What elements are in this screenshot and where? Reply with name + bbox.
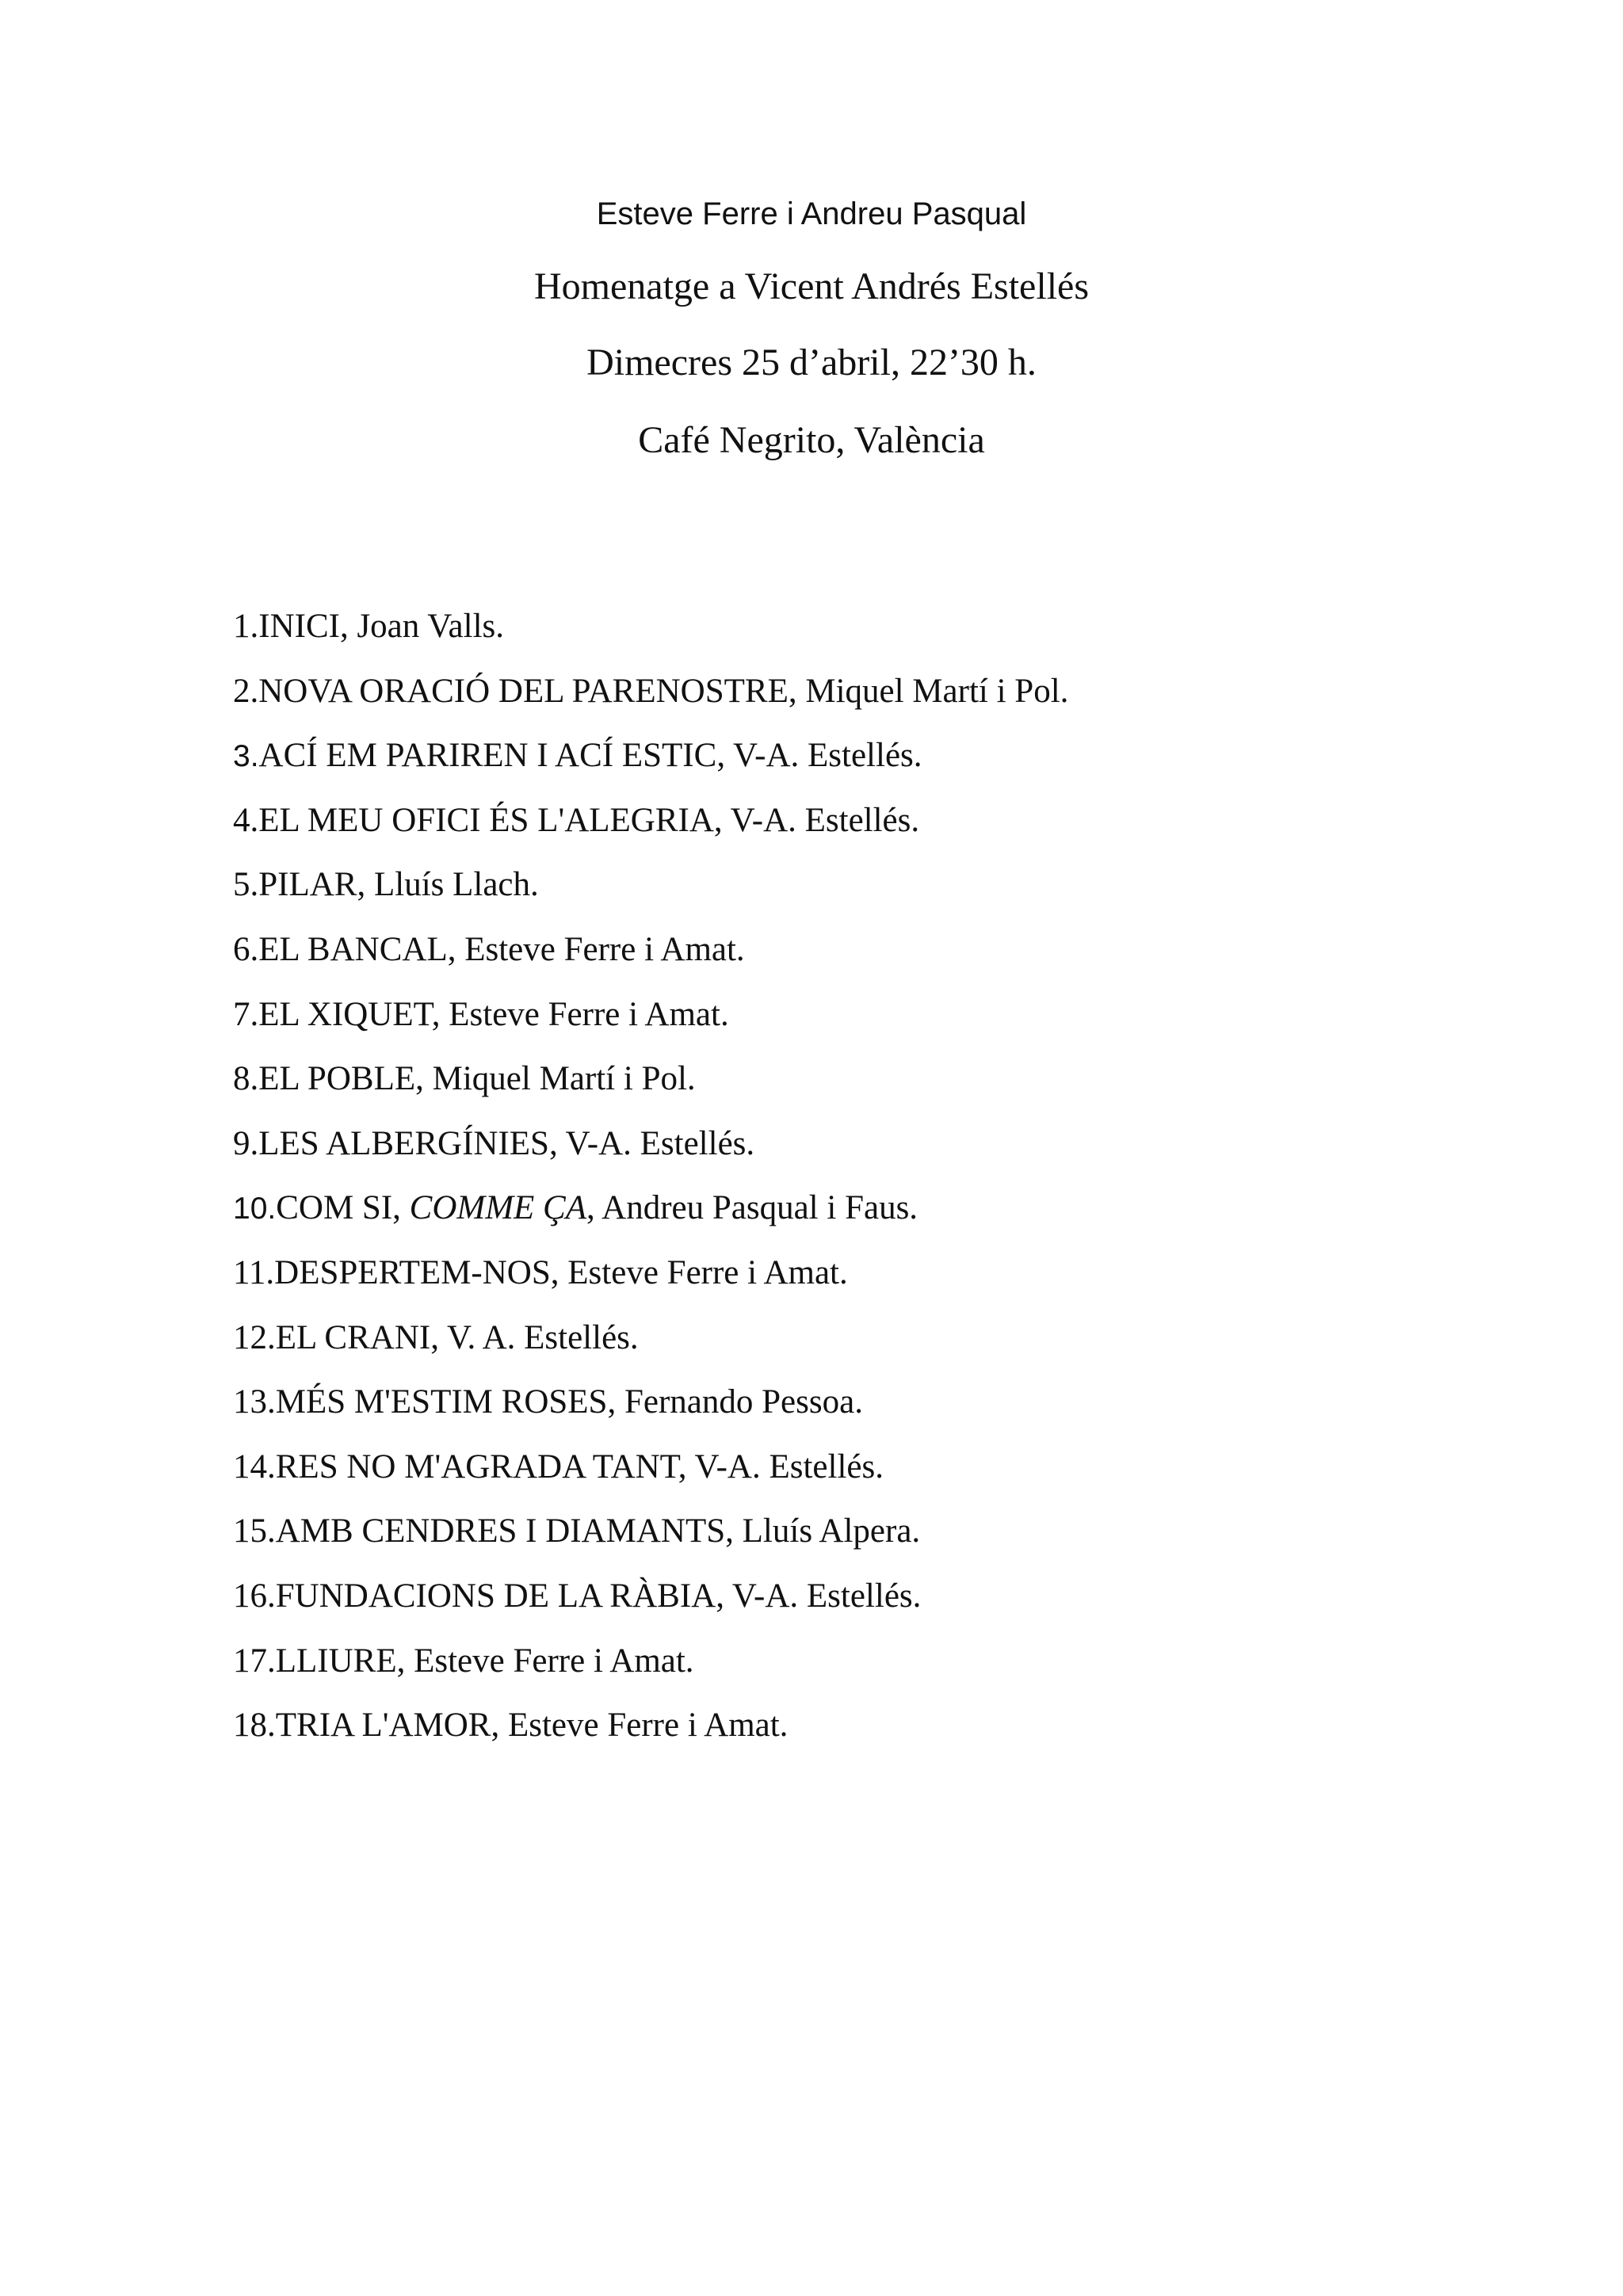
item-author: , V-A. Estellés.	[678, 1447, 884, 1486]
setlist-item	[233, 607, 1068, 672]
item-number: 3.	[233, 739, 259, 774]
item-number: 18.	[233, 1707, 276, 1745]
setlist-item	[233, 865, 1068, 930]
item-title: EL MEU OFICI ÉS L'ALEGRIA	[258, 801, 714, 839]
item-title: COM SI,	[276, 1189, 410, 1227]
item-title: EL BANCAL	[258, 930, 448, 968]
item-title: EL POBLE	[258, 1060, 416, 1098]
setlist-item	[233, 1188, 1068, 1253]
setlist-item	[233, 1577, 1068, 1642]
item-author: , Miquel Martí i Pol.	[788, 672, 1069, 710]
item-author: , V-A. Estellés.	[716, 737, 922, 775]
setlist-item	[233, 1383, 1068, 1447]
item-number: 10.	[233, 1192, 277, 1226]
setlist-item	[233, 1124, 1068, 1189]
item-number: 5.	[233, 866, 259, 904]
setlist-item	[233, 1447, 1068, 1512]
setlist-item	[233, 1642, 1068, 1707]
item-author: , V-A. Estellés.	[548, 1124, 755, 1162]
item-author: , Esteve Ferre i Amat.	[431, 995, 729, 1033]
item-number: 7.	[233, 995, 259, 1033]
item-title: TRIA L'AMOR	[275, 1707, 491, 1745]
item-author: , Lluís Alpera.	[725, 1512, 921, 1550]
item-number: 14.	[233, 1447, 276, 1486]
item-title: EL CRANI	[275, 1318, 431, 1356]
setlist-item	[233, 672, 1068, 737]
setlist-item	[233, 736, 1068, 801]
item-number: 12.	[233, 1318, 276, 1356]
item-author: , Esteve Ferre i Amat.	[491, 1707, 789, 1745]
event-title: Homenatge a Vicent Andrés Estellés	[533, 265, 1090, 307]
item-author: , Lluís Llach.	[357, 866, 539, 904]
setlist-item	[233, 1512, 1068, 1577]
item-author: , V-A. Estellés.	[716, 1577, 922, 1615]
item-title: RES NO M'AGRADA TANT	[275, 1447, 678, 1486]
event-venue: Café Negrito, València	[638, 419, 985, 461]
item-number: 1.	[233, 608, 259, 645]
item-title: DESPERTEM-NOS	[274, 1253, 551, 1291]
item-number: 17.	[233, 1642, 276, 1680]
item-author: , V. A. Estellés.	[430, 1318, 639, 1356]
item-author: , Miquel Martí i Pol.	[415, 1060, 696, 1098]
event-date: Dimecres 25 d’abril, 22’30 h.	[586, 341, 1037, 383]
item-title: NOVA ORACIÓ DEL PARENOSTRE	[258, 672, 789, 710]
item-author: , Esteve Ferre i Amat.	[447, 930, 745, 968]
setlist-item	[233, 801, 1068, 866]
item-title: AMB CENDRES I DIAMANTS	[275, 1512, 726, 1550]
item-number: 9.	[233, 1124, 259, 1162]
item-title: PILAR	[258, 866, 357, 904]
item-number: 2.	[233, 672, 259, 710]
item-author: , Esteve Ferre i Amat.	[550, 1253, 848, 1291]
item-title: LES ALBERGÍNIES	[258, 1124, 549, 1162]
item-number: 11.	[233, 1253, 275, 1291]
item-author: , Esteve Ferre i Amat.	[396, 1642, 694, 1680]
item-title: FUNDACIONS DE LA RÀBIA	[275, 1577, 716, 1615]
setlist-item	[233, 1318, 1068, 1383]
item-number: 6.	[233, 930, 259, 968]
setlist-item	[233, 930, 1068, 995]
item-author: , Joan Valls.	[339, 608, 504, 645]
item-author: , Fernando Pessoa.	[607, 1383, 863, 1421]
item-author: , V-A. Estellés.	[713, 801, 920, 839]
setlist-item	[233, 995, 1068, 1060]
performers-line: Esteve Ferre i Andreu Pasqual	[596, 196, 1027, 231]
setlist-item	[233, 1253, 1068, 1318]
item-title: MÉS M'ESTIM ROSES	[275, 1383, 608, 1421]
setlist-item	[233, 1706, 1068, 1771]
setlist	[233, 607, 1068, 1771]
item-title: LLIURE	[275, 1642, 397, 1680]
item-number: 4.	[233, 801, 259, 839]
item-title-italic: COMME ÇA	[409, 1189, 587, 1227]
item-title: ACÍ EM PARIREN I ACÍ ESTIC	[258, 737, 717, 775]
item-author: , Andreu Pasqual i Faus.	[586, 1189, 918, 1227]
item-number: 16.	[233, 1577, 276, 1615]
item-title: EL XIQUET	[258, 995, 432, 1033]
item-title: INICI	[258, 608, 340, 645]
item-number: 13.	[233, 1383, 276, 1421]
item-number: 15.	[233, 1512, 276, 1550]
item-number: 8.	[233, 1060, 259, 1098]
setlist-item	[233, 1059, 1068, 1124]
